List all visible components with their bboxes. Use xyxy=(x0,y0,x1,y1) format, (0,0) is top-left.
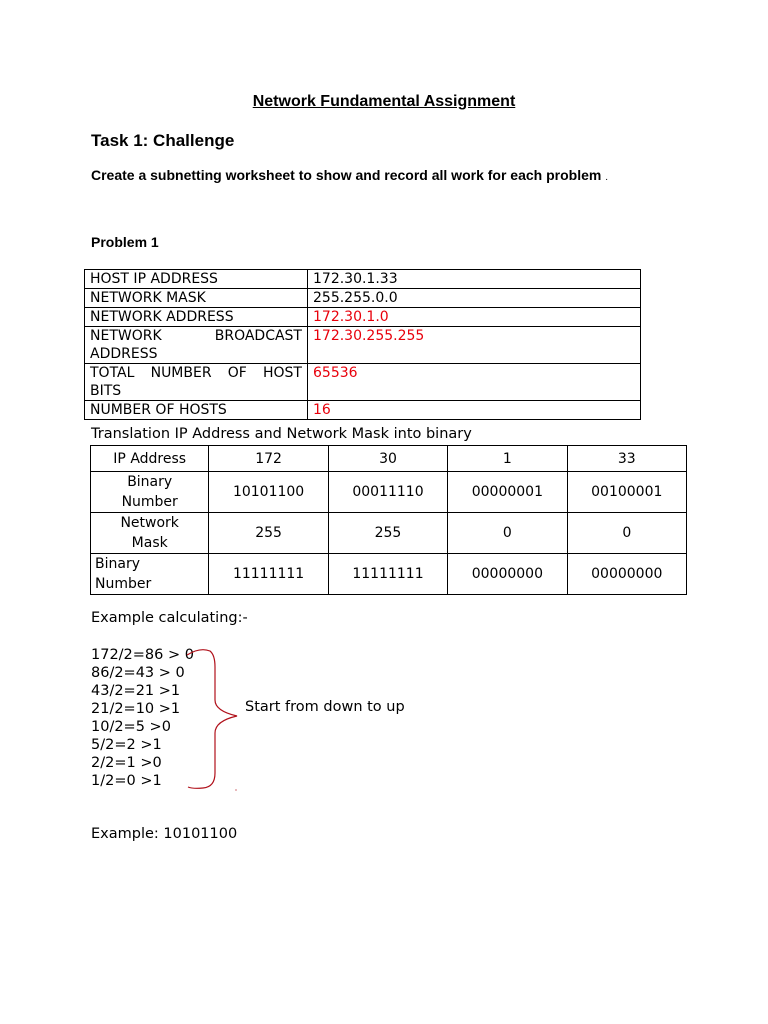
row-label-line: Network xyxy=(120,515,179,531)
table-row xyxy=(85,327,641,364)
instruction-text xyxy=(91,167,608,183)
row-label-line: Binary xyxy=(95,556,140,572)
row-label-line: Mask xyxy=(131,535,168,551)
binary-table xyxy=(90,445,687,595)
example-heading: Example calculating:- xyxy=(91,610,248,626)
calc-line: 5/2=2 >1 xyxy=(91,737,162,753)
calc-line: 172/2=86 > 0 xyxy=(91,647,194,663)
row-answer: 65536 xyxy=(308,364,641,401)
curly-brace-icon xyxy=(185,645,245,795)
header-cell: 1 xyxy=(448,446,567,472)
calc-line: 21/2=10 >1 xyxy=(91,701,181,717)
calc-line: 10/2=5 >0 xyxy=(91,719,171,735)
row-value: 255.255.0.0 xyxy=(308,289,641,308)
row-value: 172.30.1.33 xyxy=(308,270,641,289)
task-heading: Task 1: Challenge xyxy=(91,131,235,150)
row-answer: 172.30.1.0 xyxy=(308,308,641,327)
row-label-line: TOTAL NUMBER OF HOST xyxy=(90,365,302,381)
cell: 00011110 xyxy=(328,472,447,513)
problem-table xyxy=(84,269,641,420)
table-row xyxy=(91,554,687,595)
row-label-line: BITS xyxy=(90,383,122,399)
table-row xyxy=(85,364,641,401)
cell: 10101100 xyxy=(209,472,328,513)
row-label xyxy=(85,327,308,364)
header-cell: IP Address xyxy=(91,446,209,472)
document-title: Network Fundamental Assignment xyxy=(252,93,516,110)
row-label xyxy=(85,364,308,401)
example-result: Example: 10101100 xyxy=(91,826,238,842)
calc-line: 86/2=43 > 0 xyxy=(91,665,185,681)
row-label-line: Binary xyxy=(127,474,173,490)
calc-line: 2/2=1 >0 xyxy=(91,755,162,771)
calc-line: 1/2=0 >1 xyxy=(91,773,162,789)
table-row xyxy=(85,289,641,308)
header-cell: 30 xyxy=(328,446,447,472)
row-label: HOST IP ADDRESS xyxy=(85,270,308,289)
table-row xyxy=(85,270,641,289)
cell: 255 xyxy=(209,513,328,554)
row-answer: 16 xyxy=(308,401,641,420)
row-label xyxy=(91,513,209,554)
cell: 00100001 xyxy=(567,472,686,513)
calc-line: 43/2=21 >1 xyxy=(91,683,181,699)
brace-note: Start from down to up xyxy=(245,699,405,715)
table-row xyxy=(85,401,641,420)
table-row xyxy=(91,472,687,513)
row-label xyxy=(91,554,209,595)
row-label-line: NETWORK BROADCAST xyxy=(90,328,302,344)
cell: 11111111 xyxy=(328,554,447,595)
cell: 255 xyxy=(328,513,447,554)
table-row xyxy=(85,308,641,327)
row-label-line: Number xyxy=(95,576,152,592)
cell: 00000001 xyxy=(448,472,567,513)
row-answer: 172.30.255.255 xyxy=(308,327,641,364)
row-label-line: ADDRESS xyxy=(90,346,158,362)
row-label: NUMBER OF HOSTS xyxy=(85,401,308,420)
cell: 11111111 xyxy=(209,554,328,595)
cell: 00000000 xyxy=(448,554,567,595)
problem-heading: Problem 1 xyxy=(91,234,159,250)
table-row xyxy=(91,446,687,472)
row-label: NETWORK MASK xyxy=(85,289,308,308)
instruction-body: Create a subnetting worksheet to show and record all work for each problem xyxy=(91,167,602,183)
header-cell: 33 xyxy=(567,446,686,472)
row-label xyxy=(91,472,209,513)
instruction-period: . xyxy=(605,172,609,183)
translation-heading: Translation IP Address and Network Mask into binary xyxy=(91,426,472,442)
header-cell: 172 xyxy=(209,446,328,472)
cell: 00000000 xyxy=(567,554,686,595)
row-label-line: Number xyxy=(121,494,178,510)
table-row xyxy=(91,513,687,554)
cell: 0 xyxy=(448,513,567,554)
cell: 0 xyxy=(567,513,686,554)
row-label: NETWORK ADDRESS xyxy=(85,308,308,327)
